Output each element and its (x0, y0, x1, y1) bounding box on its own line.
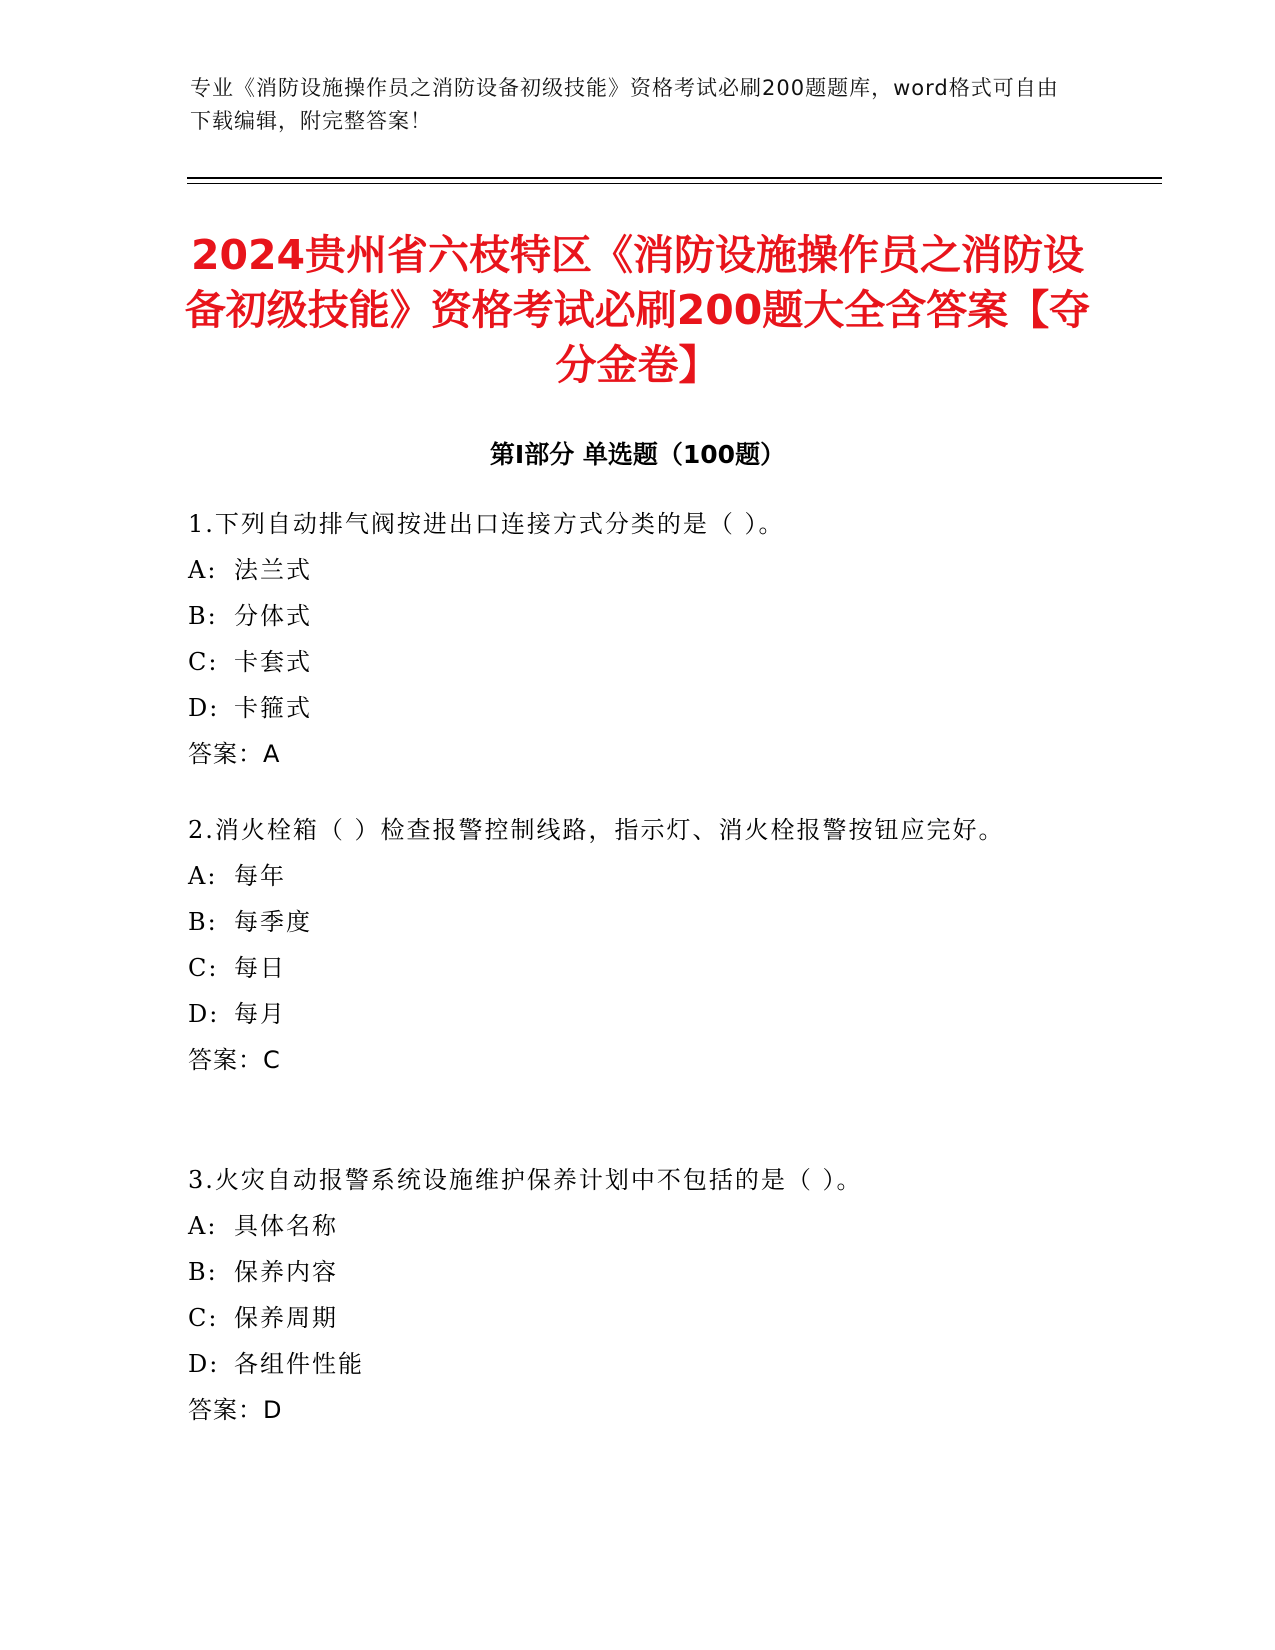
question-3 (188, 1158, 1068, 1433)
option-a (188, 853, 1068, 899)
option-d (188, 685, 1068, 731)
option-text: 各组件性能 (234, 1350, 364, 1378)
option-text: 每月 (234, 1000, 286, 1028)
option-text: 保养内容 (234, 1258, 338, 1286)
answer-label: 答案：C (188, 1046, 281, 1074)
option-b (188, 899, 1068, 945)
section-title: 第Ⅰ部分 单选题（100题） (489, 440, 786, 469)
question-stem: 2.消火栓箱（ ）检查报警控制线路，指示灯、消火栓报警按钮应完好。 (188, 816, 1005, 844)
option-letter: A: (188, 556, 218, 584)
header-divider-thick (187, 177, 1162, 179)
option-text: 卡箍式 (234, 694, 312, 722)
answer-label: 答案：A (188, 740, 281, 768)
answer-label: 答案：D (188, 1396, 283, 1424)
option-d (188, 1341, 1068, 1387)
option-text: 具体名称 (234, 1212, 338, 1240)
option-text: 分体式 (234, 602, 312, 630)
question-1 (188, 502, 1068, 777)
header-note: 专业《消防设施操作员之消防设备初级技能》资格考试必刷200题题库，word格式可自由下载编辑，附完整答案！ (190, 76, 1059, 133)
option-c (188, 945, 1068, 991)
option-a (188, 1203, 1068, 1249)
option-text: 法兰式 (234, 556, 312, 584)
option-letter: B: (188, 908, 218, 936)
option-letter: D: (188, 1350, 220, 1378)
option-letter: C: (188, 1304, 219, 1332)
option-letter: A: (188, 862, 218, 890)
question-stem: 1.下列自动排气阀按进出口连接方式分类的是（ ）。 (188, 510, 785, 538)
option-text: 每日 (234, 954, 286, 982)
question-2 (188, 808, 1068, 1083)
header-divider-thin (187, 183, 1162, 184)
option-a (188, 547, 1068, 593)
option-letter: D: (188, 1000, 220, 1028)
option-letter: B: (188, 602, 218, 630)
option-b (188, 593, 1068, 639)
option-text: 卡套式 (234, 648, 312, 676)
option-letter: C: (188, 954, 219, 982)
option-b (188, 1249, 1068, 1295)
option-d (188, 991, 1068, 1037)
option-letter: C: (188, 648, 219, 676)
document-title: 2024贵州省六枝特区《消防设施操作员之消防设备初级技能》资格考试必刷200题大全含答案【夺分金卷】 (184, 231, 1091, 389)
option-text: 每季度 (234, 908, 312, 936)
option-c (188, 1295, 1068, 1341)
option-letter: A: (188, 1212, 218, 1240)
option-letter: D: (188, 694, 220, 722)
option-text: 保养周期 (234, 1304, 338, 1332)
question-stem: 3.火灾自动报警系统设施维护保养计划中不包括的是（ ）。 (188, 1166, 863, 1194)
option-text: 每年 (234, 862, 286, 890)
option-c (188, 639, 1068, 685)
option-letter: B: (188, 1258, 218, 1286)
